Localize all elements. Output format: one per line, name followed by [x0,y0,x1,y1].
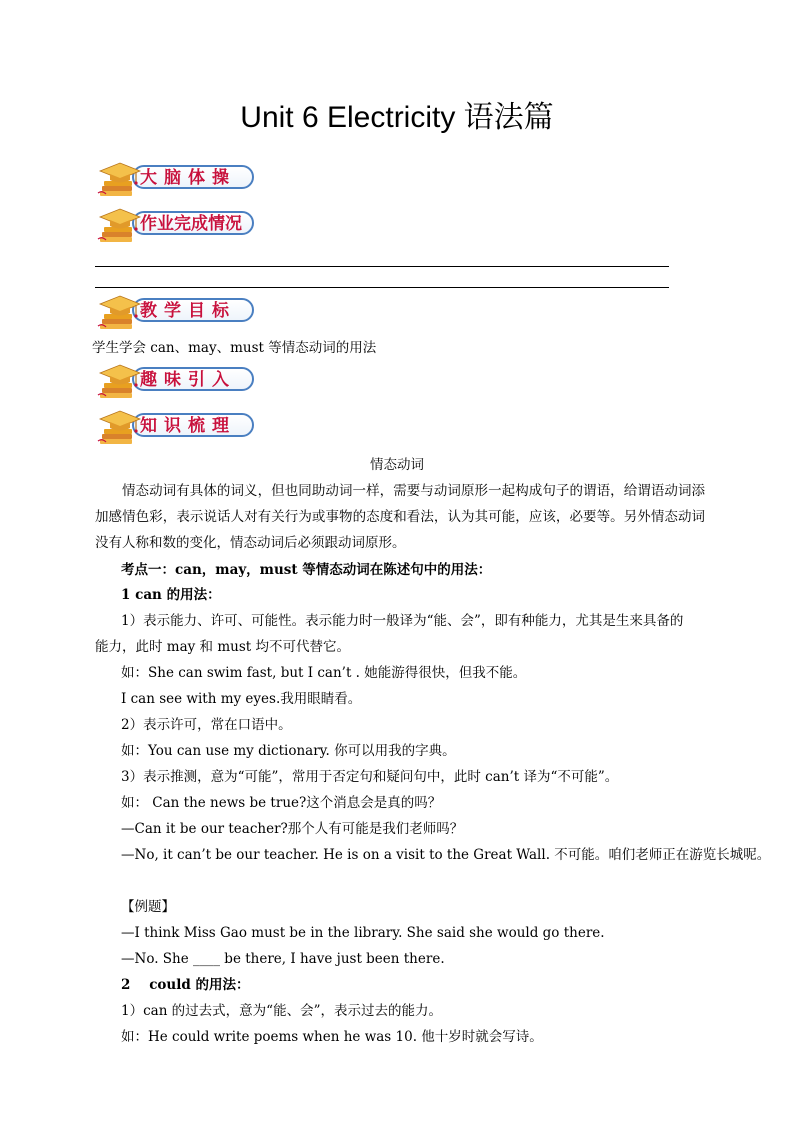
body-line: 能力，此时 may 和 must 均不可代替它。 [95,639,350,655]
example-line: —Can it be our teacher?那个人有可能是我们老师吗？ [121,821,464,837]
body-line: 1）表示能力、许可、可能性。表示能力时一般译为“能、会”，即有种能力，尤其是生来具备的 [121,613,684,629]
example-line: —No. She ____ be there, I have just been there. [121,951,445,967]
banner-teaching-objectives [96,293,258,329]
example-line: 如：He could write poems when he was 10. 他十岁时就会写诗。 [121,1029,543,1045]
exam-point-heading: 考点一：can，may，must 等情态动词在陈述句中的用法： [121,562,492,578]
example-question-heading: 【例题】 [121,899,175,915]
example-line: —No, it can’t be our teacher. He is on a visit to the Great Wall. 不可能。咱们老师正在游览长城呢。 [121,847,771,863]
can-usage-heading: 1 can 的用法： [121,587,221,603]
example-line: 如：She can swim fast, but I can’t . 她能游得很快，但我不能。 [121,665,527,681]
answer-line [95,266,669,267]
body-line: 1）can 的过去式，意为“能、会”，表示过去的能力。 [121,1003,442,1019]
body-line: 3）表示推测，意为“可能”，常用于否定句和疑问句中，此时 can’t 译为“不可能”。 [121,769,619,785]
banner-brain-exercise [96,160,258,196]
banner-label: 大脑体操 [140,168,236,188]
graduation-cap-books-icon [96,293,144,333]
answer-line [95,287,669,288]
body-line: 2）表示许可，常在口语中。 [121,717,292,733]
banner-label: 趣味引入 [140,370,236,390]
example-line: I can see with my eyes.我用眼睛看。 [121,691,362,707]
banner-label: 知识梳理 [140,416,236,436]
graduation-cap-books-icon [96,160,144,200]
page-title: Unit 6 Electricity 语法篇 [240,101,554,134]
section-heading: 情态动词 [370,457,424,473]
graduation-cap-books-icon [96,362,144,402]
banner-label: 作业完成情况 [140,214,242,234]
banner-fun-intro [96,362,258,398]
banner-knowledge-review [96,408,258,444]
intro-paragraph: 情态动词有具体的词义，但也同助动词一样，需要与动词原形一起构成句子的谓语，给谓语动词添加感情色彩，表示说话人对有关行为或事物的态度和看法，认为其可能，应该，必要等。另外情态动词没有人称和数的变化，情态动词后必须跟动词原形。 [95,483,705,551]
example-line: 如：You can use my dictionary. 你可以用我的字典。 [121,743,456,759]
banner-label: 教学目标 [140,301,236,321]
example-line: —I think Miss Gao must be in the library. She said she would go there. [121,925,605,941]
example-line: 如： Can the news be true?这个消息会是真的吗？ [121,795,442,811]
objective-text: 学生学会 can、may、must 等情态动词的用法 [92,340,377,356]
graduation-cap-books-icon [96,206,144,246]
could-usage-heading: 2 could 的用法： [121,977,250,993]
banner-homework-status [96,206,258,242]
graduation-cap-books-icon [96,408,144,448]
